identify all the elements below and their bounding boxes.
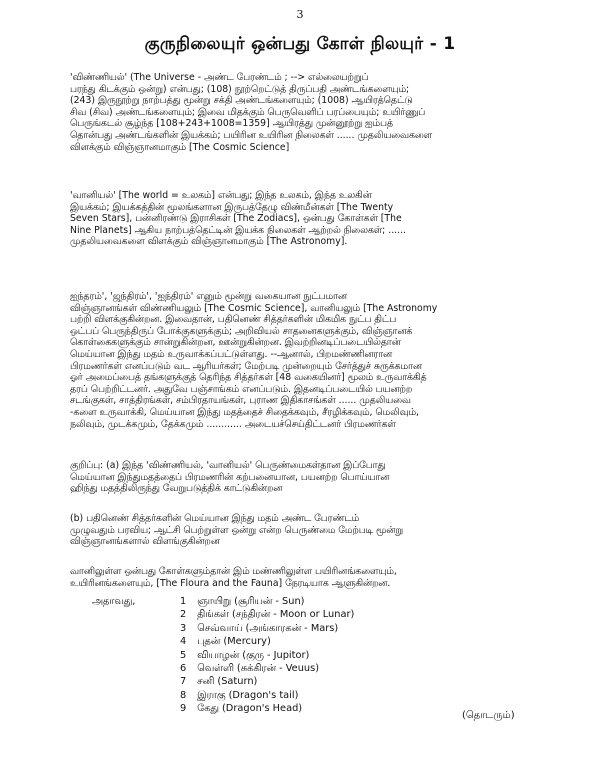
text-line: இயக்கம்; இயக்கத்தின் மூலங்களான இருபத்தேழு விண்மீன்கள் [The Twenty	[70, 201, 394, 213]
text-line: (243) இருநூற்று நாற்பத்து மூன்று சக்தி அண்டங்களையும்; (1008) ஆயிரத்தெட்டு	[70, 95, 413, 107]
list-number: 3	[180, 622, 187, 634]
text-line: சடங்குகள், சாத்திரங்கள், சம்பிரதாயங்கள், புராண இதிகாசங்கள் ...... முதலியவை	[70, 395, 411, 407]
paragraph-note-b	[70, 513, 560, 548]
text-line: விஞ்ஞானங்களால் விளங்குகின்றன	[70, 536, 220, 548]
list-item	[180, 622, 354, 635]
list-item	[180, 689, 354, 702]
text-line: விளக்கும் விஞ்ஞானமாகும் [The Cosmic Science]	[70, 141, 290, 153]
text-line: மெய்யான இந்துமதத்தைப் பிரமணரின் கற்பனையான, பயனற்ற பொய்யான	[70, 471, 390, 483]
planet-list	[180, 595, 354, 716]
text-line: -களை உருவாக்கி, மெய்யான இந்து மதத்தைச் சிதைக்கவும், சீரழிக்கவும், மெலிவும்,	[70, 406, 419, 418]
continued-label: (தொடரும்)	[462, 710, 515, 721]
text-line: தரப் பெற்றிட்டனர். அதுவே பஞ்சாங்கம் எனப்படும். இதனடிப்படையில் பயனற்ற	[70, 383, 413, 395]
text-line: தொன்பது அண்டங்களின் இயக்கம்; பயிரின உயிரின நிலைகள் ...... முதலியவைகளை	[70, 129, 433, 141]
text-line: Nine Planets] ஆகிய நாற்பத்தெட்டின் இயக்க நிலைகள் ஆற்றல் நிலைகள்; ......	[70, 224, 406, 236]
list-number: 7	[180, 676, 187, 688]
paragraph-planets-intro	[70, 566, 560, 589]
text-line: குறிப்பு: (a) இந்த 'விண்ணியல், 'வானியல்' பெருண்மைகள்தான இப்போது	[70, 460, 386, 471]
paragraph-universe	[70, 72, 560, 153]
text-line: பரந்து கிடக்கும் ஒன்று) என்பது; (108) நூற்றெட்டுத் திருப்பதி அண்டங்களையும்;	[70, 83, 410, 95]
list-number: 6	[180, 663, 187, 675]
paragraph-note-a	[70, 460, 560, 495]
paragraph-tantras	[70, 291, 560, 430]
page-number: 3	[296, 8, 304, 21]
planet-name: வியாழன் (குரு - Jupitor)	[197, 649, 310, 661]
text-line: பற்றி விளக்குகின்றன. இவைதான், பதினெண் சித்தர்களின் மிகமிக நுட்ப திட்ப	[70, 314, 397, 326]
text-line: (b) பதினெண் சித்தர்களின் மெய்யான இந்து மதம் அண்ட பேரண்டம்	[70, 513, 360, 524]
planet-name: இராகு (Dragon's tail)	[197, 689, 299, 701]
list-item	[180, 662, 354, 675]
list-number: 9	[180, 703, 187, 715]
text-line: வானிலுள்ள ஒன்பது கோள்களும்தான் இம் மண்ணிலுள்ள பயிரினங்களையும்,	[70, 566, 397, 577]
list-item	[180, 649, 354, 662]
text-line: ஓர் அமைப்பைத் தங்களுக்குத் தெரிந்த சித்தர்கள் [48 வகையினர்] மூலம் உருவாக்கித்	[70, 372, 427, 384]
planet-list-label: அதாவது,	[92, 596, 136, 607]
planet-name: சனி (Saturn)	[197, 676, 258, 688]
text-line: பெருங்கடல் சூழ்ந்த [108+243+1008=1359] ஆயிரத்து முன்னூற்று ஐம்பத்	[70, 118, 393, 130]
paragraph-world	[70, 190, 560, 248]
text-line: சிவ (சிவ) அண்டங்களையும்; இவை மிதக்கும் பெருவெளிப் பரப்பையும்; உயிர்ணுப்	[70, 106, 426, 118]
planet-name: செவ்வாய் (அங்காரகன் - Mars)	[197, 622, 339, 634]
list-number: 4	[180, 636, 187, 648]
text-line: Seven Stars], பன்னிரண்டு இராசிகள் [The Zodiacs], ஒன்பது கோள்கள் [The	[70, 213, 402, 225]
list-number: 8	[180, 689, 187, 701]
list-item	[180, 595, 354, 608]
text-line: முழுவதும் பரவிய; ஆட்சி பெற்றுள்ள ஒன்று என்ற பெருண்மை மேற்படி மூன்று	[70, 524, 404, 536]
planet-name: திங்கள் (சந்திரன் - Moon or Lunar)	[197, 609, 355, 621]
list-item	[180, 702, 354, 715]
planet-name: வெள்ளி (சுக்கிரன் - Veuus)	[197, 663, 320, 675]
list-number: 5	[180, 649, 187, 661]
text-line: உயிரினங்களையும், [The Floura and the Fauna] நேரடியாக ஆளுகின்றன.	[70, 577, 391, 589]
planet-name: ஞாயிறு (சூரியன் - Sun)	[197, 596, 305, 607]
text-line: முதலியவைகளை விளக்கும் விஞ்ஞானமாகும் [The Astronomy].	[70, 236, 348, 248]
list-number: 1	[180, 596, 187, 607]
text-line: 'விண்ணியல்' (The Universe - அண்ட பேரண்டம் ; --> எல்லையற்றுப்	[70, 72, 369, 83]
planet-name: புதன் (Mercury)	[197, 636, 271, 648]
text-line: 'வானியல்' [The world = உலகம்] என்பது; இந்த உலகம், இந்த உலகின்	[70, 190, 372, 201]
page-title: குருநிலையுர் ஒன்பது கோள் நிலயுர் - 1	[144, 34, 456, 54]
list-item	[180, 608, 354, 621]
list-number: 2	[180, 609, 187, 621]
list-item	[180, 635, 354, 648]
text-line: ஹிந்து மதத்திலிருந்து வேறுபடுத்திக் காட்டுகின்றன	[70, 483, 283, 495]
text-line: ஐந்தரம்', 'ஜந்திரம்', 'ஐந்திரம்' எனும் மூன்று வகையான நுட்பமான	[70, 291, 347, 302]
planet-name: கேது (Dragon's Head)	[197, 703, 303, 715]
text-line: விஞ்ஞானங்கள் விண்ணியலும் [The Cosmic Science], வானியலும் [The Astronomy	[70, 302, 438, 314]
text-line: மெய்யான இந்து மதம் உருவாக்கப்பட்டுள்ளது. --ஆனால், பிறமண்ணினரான	[70, 348, 393, 360]
text-line: பிரமணர்கள் எனப்படும் வட ஆரியர்கள்; மேற்படி முன்றையும் சேர்த்துச் சுருக்கமான	[70, 360, 422, 372]
list-item	[180, 675, 354, 688]
text-line: கொள்கைகளுக்கும் சான்றுகின்றன, ஊன்றுகின்றன. இவற்றினடிப்படையில்தான்	[70, 337, 401, 349]
text-line: ஒட்பப் பெருந்திருப் போக்குகளுக்கும்; அறிவியல் சாதனைகளுக்கும், விஞ்ஞானக்	[70, 325, 413, 337]
text-line: நலிவும், முடக்கமும், தேக்கமும் ............ அடையச்செய்திட்டனர் பிரமணர்கள்	[70, 418, 396, 430]
